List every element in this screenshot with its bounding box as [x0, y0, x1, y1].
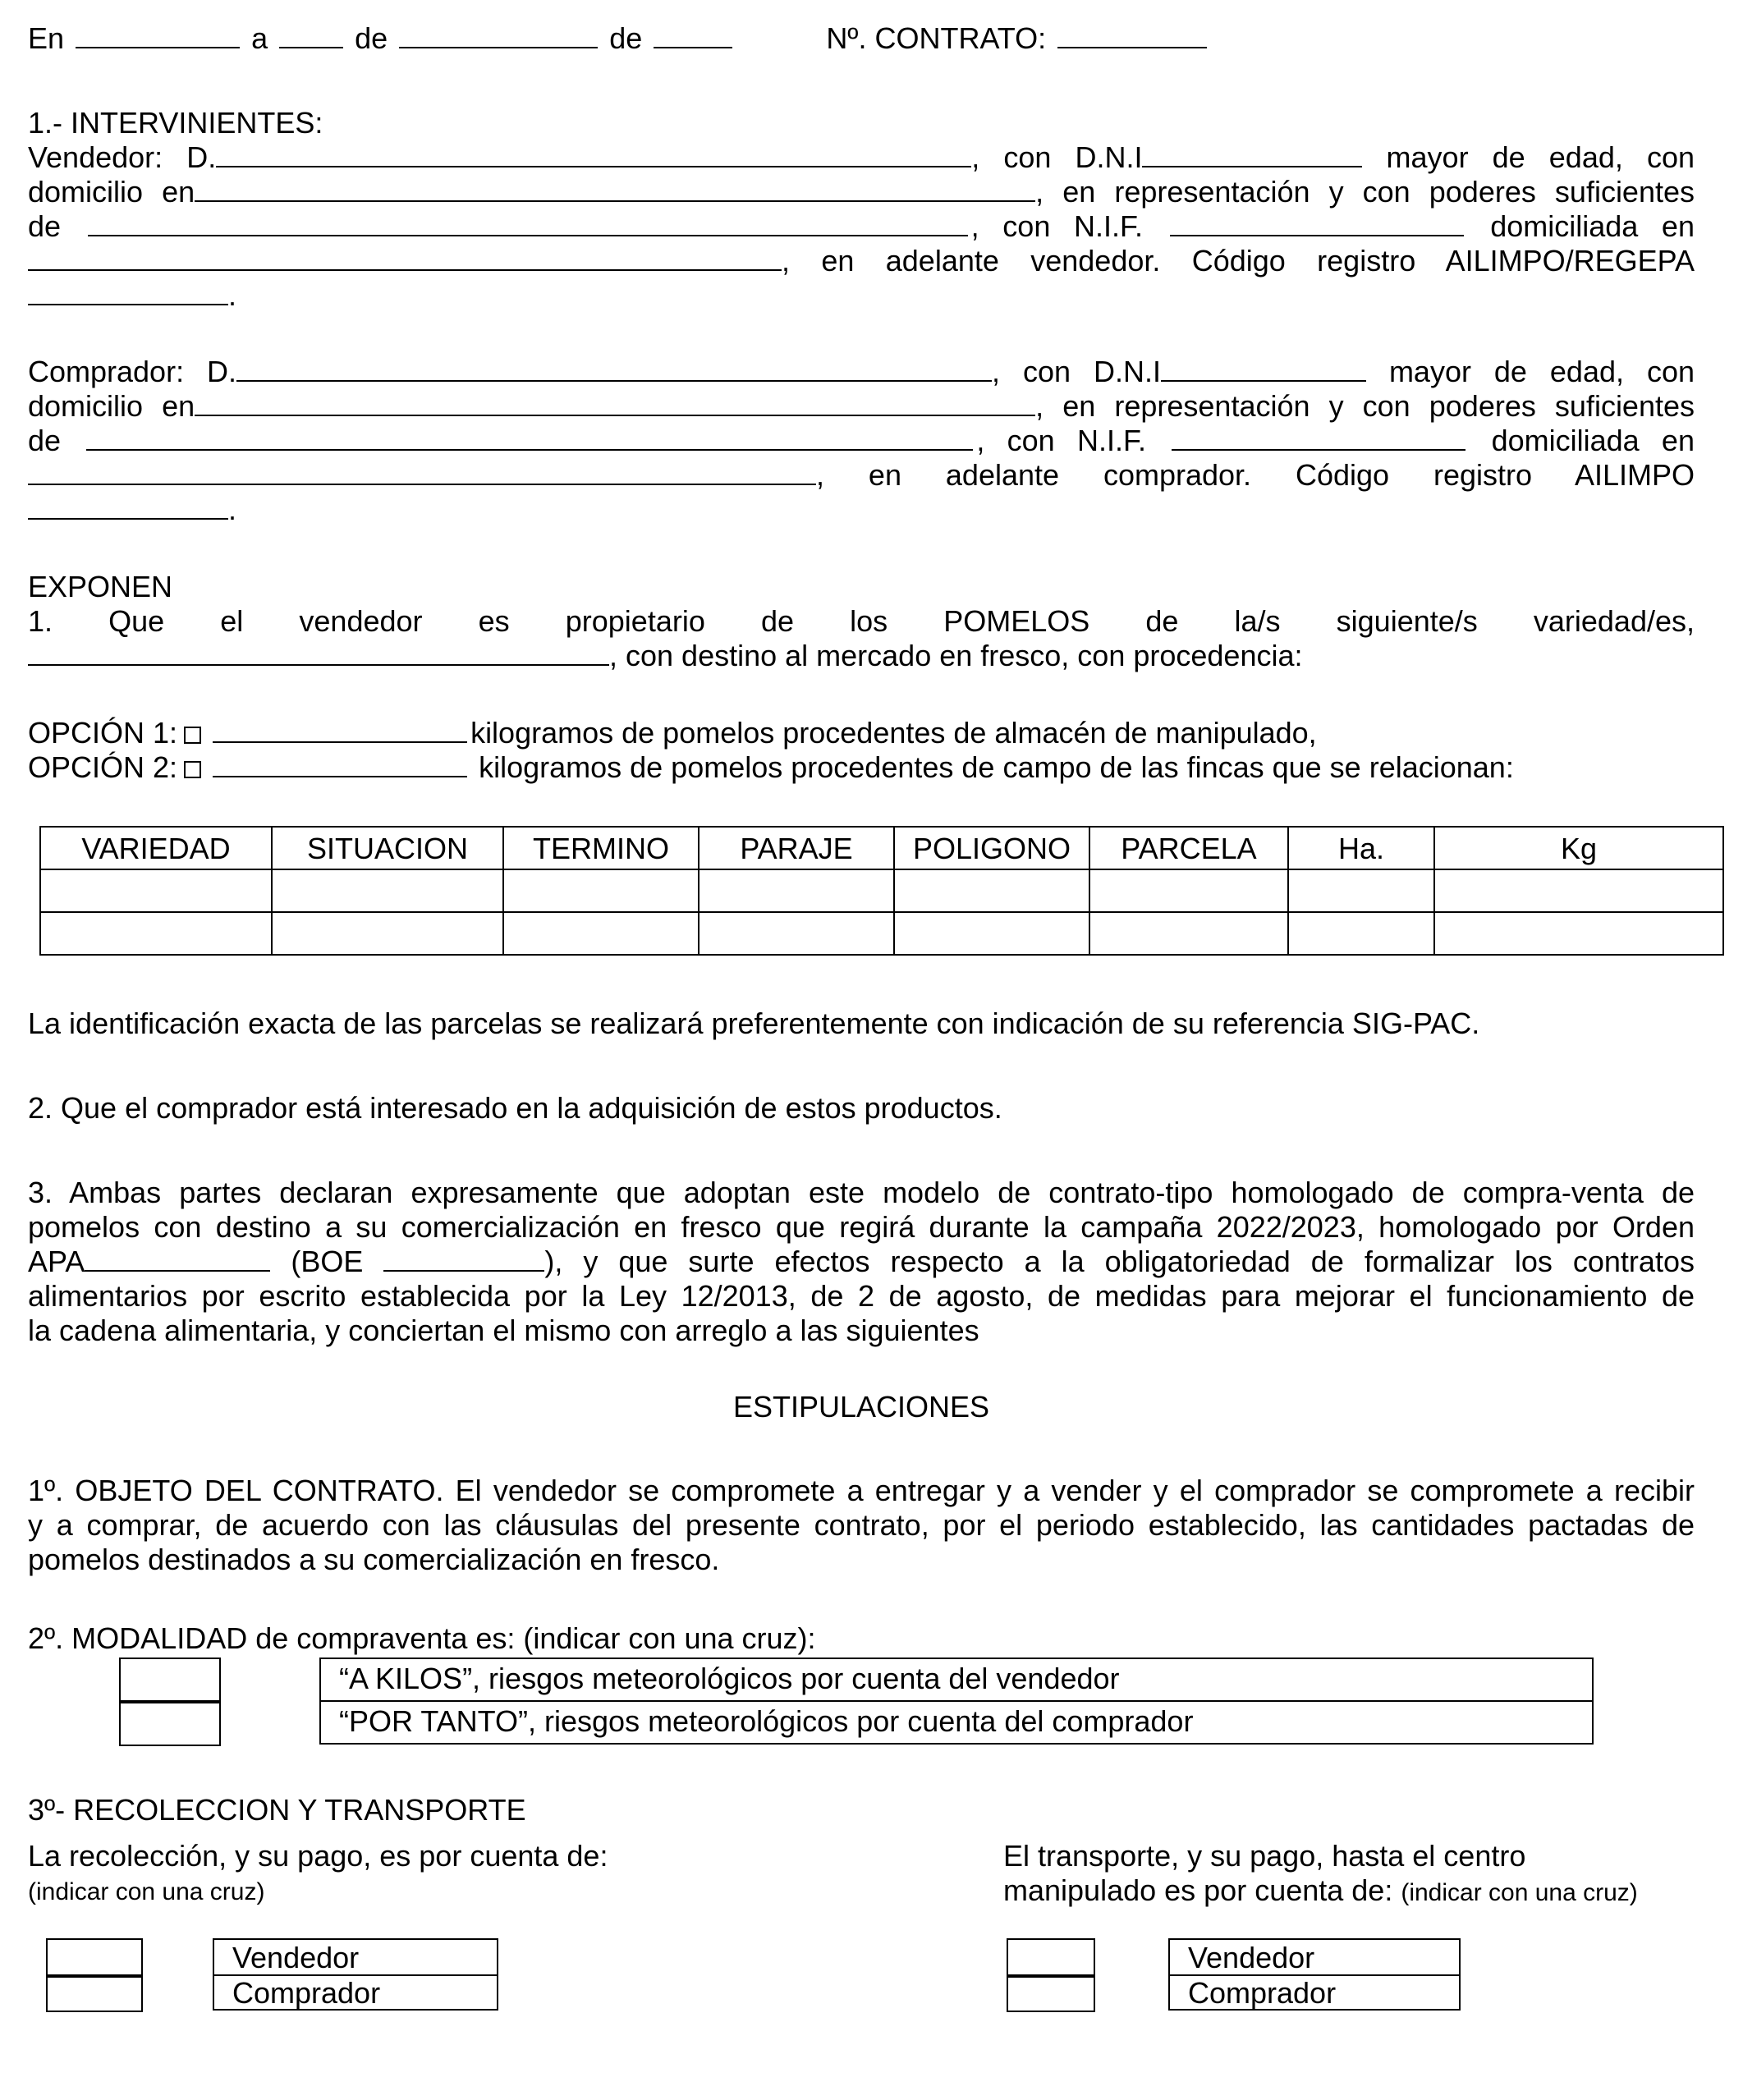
- city-field[interactable]: [76, 22, 240, 48]
- exponen-p3-line2: pomelos con destino a su comercialización en fresco que regirá durante la campaña 2022/2023, homologado por Orden: [28, 1210, 1695, 1244]
- recoleccion-label: La recolección, y su pago, es por cuenta de:: [28, 1839, 608, 1873]
- exponen-p3-line4: alimentarios por escrito establecida por la Ley 12/2013, de 2 de agosto, de medidas para mejorar el funcionamiento de: [28, 1279, 1695, 1313]
- transporte-label-2: [1003, 1873, 1638, 1910]
- exponen-p3-line1: 3. Ambas partes declaran expresamente que adoptan este modelo de contrato-tipo homologado de compra-venta de: [28, 1176, 1695, 1209]
- vendedor-line-5: [28, 278, 1695, 312]
- modalidad-kilos-checkbox[interactable]: [119, 1658, 221, 1703]
- col-parcela: PARCELA: [1089, 827, 1288, 869]
- variedades-field[interactable]: [28, 640, 609, 666]
- destino-text: , con destino al mercado en fresco, con procedencia:: [609, 639, 1303, 672]
- header-en: En: [28, 21, 65, 55]
- exponen-p1-line1: 1. Que el vendedor es propietario de los POMELOS de la/s siguiente/s variedad/es,: [28, 604, 1695, 638]
- comprador-de-label: de: [28, 424, 62, 457]
- opcion-2-label: OPCIÓN 2:: [28, 750, 178, 784]
- comprador-line-2: [28, 389, 1695, 423]
- vendedor-domicilio-label: domicilio en: [28, 175, 195, 209]
- comprador-nif-label: , con N.I.F.: [976, 424, 1146, 457]
- vendedor-d-label: Vendedor: D.: [28, 140, 217, 174]
- orden-apa-field[interactable]: [85, 1245, 270, 1272]
- sigpac-text: La identificación exacta de las parcelas se realizará preferentemente con indicación de su referencia SIG-PAC.: [28, 1006, 1480, 1040]
- col-paraje: PARAJE: [699, 827, 894, 869]
- transporte-label-text: manipulado es por cuenta de:: [1003, 1873, 1393, 1907]
- vendedor-nif-label: , con N.I.F.: [970, 209, 1143, 243]
- table-row: [40, 869, 1723, 912]
- fincas-table: [39, 826, 1724, 956]
- vendedor-domiciliada-label: domiciliada en: [1490, 209, 1695, 243]
- boe-field[interactable]: [383, 1245, 544, 1272]
- comprador-domicilio-field[interactable]: [195, 390, 1035, 416]
- header-line: [28, 21, 1695, 55]
- table-cell[interactable]: [1288, 869, 1434, 912]
- table-header-row: [40, 827, 1723, 869]
- opcion-2-kg-field[interactable]: [213, 751, 467, 777]
- transporte-vendedor-checkbox[interactable]: [1007, 1938, 1095, 1978]
- comprador-line-5: [28, 493, 1695, 526]
- estipulaciones-title: ESTIPULACIONES: [732, 1390, 990, 1424]
- vendedor-mayor-label: mayor de edad, con: [1386, 140, 1695, 174]
- comprador-line-1: [28, 355, 1695, 388]
- table-cell[interactable]: [503, 912, 699, 955]
- vendedor-de-label: de: [28, 209, 62, 243]
- recoleccion-comprador-checkbox[interactable]: [46, 1974, 143, 2012]
- comprador-registro-field[interactable]: [28, 493, 228, 520]
- col-termino: TERMINO: [503, 827, 699, 869]
- comprador-domiciliada-label: domiciliada en: [1491, 424, 1695, 457]
- recoleccion-vendedor-checkbox[interactable]: [46, 1938, 143, 1978]
- contract-number-label: Nº. CONTRATO:: [826, 21, 1047, 55]
- table-cell[interactable]: [894, 869, 1089, 912]
- table-cell[interactable]: [40, 869, 272, 912]
- opcion-1-checkbox[interactable]: [184, 727, 201, 744]
- table-cell[interactable]: [894, 912, 1089, 955]
- estipulacion-1-line2: y a comprar, de acuerdo con las cláusulas del presente contrato, por el periodo establecido, las cantidades pactadas de: [28, 1508, 1695, 1542]
- col-situacion: SITUACION: [272, 827, 503, 869]
- comprador-name-field[interactable]: [236, 355, 992, 382]
- table-cell[interactable]: [1089, 912, 1288, 955]
- table-cell[interactable]: [1434, 912, 1723, 955]
- opcion-1-label: OPCIÓN 1:: [28, 716, 178, 750]
- vendedor-dni-field[interactable]: [1142, 141, 1362, 167]
- table-cell[interactable]: [503, 869, 699, 912]
- opcion-1-text: kilogramos de pomelos procedentes de almacén de manipulado,: [470, 716, 1317, 750]
- comprador-nif-field[interactable]: [1172, 424, 1465, 451]
- comprador-entidad-field[interactable]: [86, 424, 973, 451]
- vendedor-line-4: [28, 244, 1695, 277]
- month-field[interactable]: [399, 22, 598, 48]
- vendedor-domicilio-entidad-field[interactable]: [28, 245, 782, 271]
- vendedor-line-3: [28, 209, 1695, 243]
- vendedor-line-1: [28, 140, 1695, 174]
- vendedor-registro-label: , en adelante vendedor. Código registro AILIMPO/REGEPA: [782, 244, 1695, 277]
- exponen-p3-line5: la cadena alimentaria, y conciertan el mismo con arreglo a las siguientes: [28, 1314, 979, 1347]
- exponen-p3-line3: [28, 1245, 1695, 1278]
- opcion-1-kg-field[interactable]: [213, 717, 467, 743]
- estipulacion-3-title: 3º- RECOLECCION Y TRANSPORTE: [28, 1793, 526, 1827]
- col-variedad: VARIEDAD: [40, 827, 272, 869]
- recoleccion-vendedor-option: Vendedor: [213, 1938, 498, 1976]
- table-cell[interactable]: [1089, 869, 1288, 912]
- table-cell[interactable]: [699, 869, 894, 912]
- comprador-domicilio-entidad-field[interactable]: [28, 459, 816, 485]
- apa-label: APA: [28, 1245, 85, 1278]
- boe-label: (BOE: [291, 1245, 364, 1278]
- table-cell[interactable]: [272, 869, 503, 912]
- vendedor-name-field[interactable]: [216, 141, 971, 167]
- exponen-title: EXPONEN: [28, 570, 173, 603]
- comprador-domicilio-label: domicilio en: [28, 389, 195, 423]
- opcion-2-checkbox[interactable]: [184, 761, 201, 778]
- vendedor-end-dot: .: [228, 278, 237, 312]
- table-cell[interactable]: [40, 912, 272, 955]
- table-cell[interactable]: [1288, 912, 1434, 955]
- table-cell[interactable]: [272, 912, 503, 955]
- vendedor-domicilio-field[interactable]: [195, 176, 1035, 202]
- opcion-2-text: kilogramos de pomelos procedentes de campo de las fincas que se relacionan:: [479, 750, 1514, 784]
- day-field[interactable]: [279, 22, 343, 48]
- table-row: [40, 912, 1723, 955]
- col-poligono: POLIGONO: [894, 827, 1089, 869]
- transporte-label: El transporte, y su pago, hasta el centro: [1003, 1839, 1526, 1873]
- opcion-1-line: [28, 716, 1695, 750]
- header-de-2: de: [609, 21, 643, 55]
- estipulacion-1-line3: pomelos destinados a su comercialización en fresco.: [28, 1543, 720, 1576]
- comprador-registro-label: , en adelante comprador. Código registro AILIMPO: [816, 458, 1695, 492]
- vendedor-registro-field[interactable]: [28, 279, 228, 305]
- vendedor-entidad-field[interactable]: [88, 210, 968, 236]
- recoleccion-comprador-option: Comprador: [213, 1974, 498, 2011]
- comprador-line-4: [28, 458, 1695, 492]
- header-a: a: [251, 21, 268, 55]
- comprador-representacion-label: , en representación y con poderes suficientes: [1035, 389, 1695, 423]
- transporte-vendedor-option: Vendedor: [1168, 1938, 1461, 1976]
- comprador-mayor-label: mayor de edad, con: [1388, 355, 1695, 388]
- header-de-1: de: [355, 21, 388, 55]
- modalidad-kilos-option: “A KILOS”, riesgos meteorológicos por cuenta del vendedor: [319, 1658, 1594, 1702]
- vendedor-dni-label: , con D.N.I: [971, 140, 1143, 174]
- comprador-d-label: Comprador: D.: [28, 355, 237, 388]
- col-kg: Kg: [1434, 827, 1723, 869]
- transporte-comprador-checkbox[interactable]: [1007, 1974, 1095, 2012]
- col-ha: Ha.: [1288, 827, 1434, 869]
- comprador-end-dot: .: [228, 493, 237, 526]
- opcion-2-line: [28, 750, 1695, 784]
- vendedor-nif-field[interactable]: [1170, 210, 1464, 236]
- comprador-dni-label: , con D.N.I: [992, 355, 1161, 388]
- contract-number-field[interactable]: [1057, 22, 1207, 48]
- comprador-line-3: [28, 424, 1695, 457]
- estipulacion-1-line1: 1º. OBJETO DEL CONTRATO. El vendedor se compromete a entregar y a vender y el comprador se compromete a recibir: [28, 1474, 1695, 1507]
- modalidad-tanto-option: “POR TANTO”, riesgos meteorológicos por cuenta del comprador: [319, 1700, 1594, 1745]
- table-cell[interactable]: [1434, 869, 1723, 912]
- exponen-p2: 2. Que el comprador está interesado en la adquisición de estos productos.: [28, 1091, 1002, 1125]
- table-cell[interactable]: [699, 912, 894, 955]
- surte-efectos-text: ), y que surte efectos respecto a la obligatoriedad de formalizar los contratos: [544, 1245, 1695, 1278]
- comprador-dni-field[interactable]: [1161, 355, 1366, 382]
- recoleccion-hint: (indicar con una cruz): [28, 1878, 265, 1905]
- vendedor-line-2: [28, 175, 1695, 209]
- intervinientes-title: 1.- INTERVINIENTES:: [28, 106, 323, 140]
- transporte-hint: (indicar con una cruz): [1401, 1879, 1638, 1906]
- estipulacion-2-title: 2º. MODALIDAD de compraventa es: (indicar con una cruz):: [28, 1621, 816, 1655]
- year-field[interactable]: [654, 22, 732, 48]
- transporte-comprador-option: Comprador: [1168, 1974, 1461, 2011]
- vendedor-representacion-label: , en representación y con poderes suficientes: [1035, 175, 1695, 209]
- modalidad-tanto-checkbox[interactable]: [119, 1700, 221, 1746]
- exponen-p1-line2: [28, 639, 1695, 672]
